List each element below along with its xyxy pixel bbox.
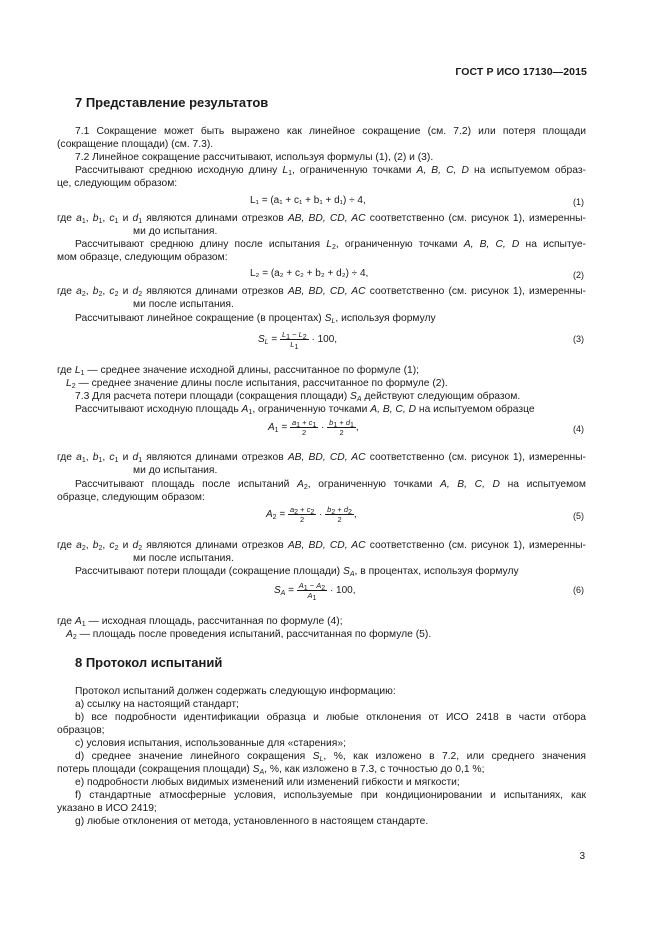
- para-avg-length-after-line-1: Рассчитывают среднюю длину после испытания $L_2$, ограниченную точками A, B, C, D на испытуе-: [75, 239, 586, 251]
- page-number: 3: [579, 851, 585, 862]
- where-4-line-1: где $a_1$, $b_1$, $c_1$ и $d_1$ являются длинами отрезков AB, BD, CD, AC соответственно (см. рисунок 1), измеренны-: [57, 452, 586, 464]
- report-item-e: e) подробности любых видимых изменений или изменений гибкости и мягкости;: [75, 777, 460, 788]
- where-3-line-1: где $L_1$ — среднее значение исходной длины, рассчитанное по формуле (1);: [57, 365, 420, 377]
- report-intro: Протокол испытаний должен содержать следующую информацию:: [75, 686, 396, 697]
- equation-6-number: (6): [573, 585, 584, 595]
- where-1-line-1: где $a_1$, $b_1$, $c_1$ и $d_1$ являются длинами отрезков AB, BD, CD, AC соответственно (см. рисунок 1), измеренны-: [57, 213, 586, 225]
- where-5-line-2: ми после испытания.: [133, 553, 234, 564]
- where-3-line-2: $L_2$ — среднее значение длины после испытания, рассчитанное по формуле (2).: [66, 378, 448, 390]
- equation-5-fraction-1: $\frac{a_2 + c_2}{2}$: [289, 505, 315, 524]
- report-item-f-line-2: указано в ИСО 2419;: [57, 803, 157, 814]
- report-item-b-line-1: b) все подробности идентификации образца и любые отклонения от ИСО 2418 в части отбора: [75, 712, 586, 723]
- equation-4: $A_1$ = $\frac{a_1 + c_1}{2}$ · $\frac{b_1 + d_1}{2}$ ,: [268, 418, 359, 437]
- section-8-title: 8 Протокол испытаний: [75, 655, 223, 670]
- para-area-after-line-1: Рассчитывают площадь после испытаний $A_2$, ограниченную точками A, B, C, D на испытуемом: [75, 479, 586, 491]
- equation-3-number: (3): [573, 334, 584, 344]
- equation-4-fraction-2: $\frac{b_1 + d_1}{2}$: [329, 418, 354, 437]
- where-2-line-2: ми после испытания.: [133, 299, 234, 310]
- equation-6: $S_A$ = $\frac{A_1 - A_2}{A_1}$ · 100,: [274, 581, 356, 602]
- report-item-g: g) любые отклонения от метода, установленного в настоящем стандарте.: [75, 816, 429, 827]
- para-initial-area: Рассчитывают исходную площадь $A_1$, ограниченную точками A, B, C, D на испытуемом образце: [75, 404, 535, 416]
- equation-6-fraction: $\frac{A_1 - A_2}{A_1}$: [298, 581, 326, 602]
- para-area-loss: Рассчитывают потери площади (сокращение площади) $S_A$, в процентах, используя формулу: [75, 566, 519, 578]
- document-code: ГОСТ Р ИСО 17130—2015: [455, 66, 587, 78]
- para-avg-length-line-2: це, следующим образом:: [57, 178, 178, 189]
- equation-5-number: (5): [573, 511, 584, 521]
- where-5-line-1: где $a_2$, $b_2$, $c_2$ и $d_2$ являются длинами отрезков AB, BD, CD, AC соответственно (см. рисунок 1), измеренны-: [57, 540, 586, 552]
- equation-5-fraction-2: $\frac{b_2 + d_2}{2}$: [327, 505, 352, 524]
- para-7-2: 7.2 Линейное сокращение рассчитывают, используя формулы (1), (2) и (3).: [75, 152, 434, 163]
- section-7-title: 7 Представление результатов: [75, 95, 269, 110]
- equation-1-number: (1): [573, 197, 584, 207]
- para-avg-length-after-line-2: мом образце, следующим образом:: [57, 252, 228, 263]
- equation-5: $A_2$ = $\frac{a_2 + c_2}{2}$ · $\frac{b_2 + d_2}{2}$ ,: [266, 505, 357, 524]
- report-item-a: a) ссылку на настоящий стандарт;: [75, 699, 239, 710]
- equation-2-number: (2): [573, 270, 584, 280]
- equation-1: L₁ = (a₁ + c₁ + b₁ + d₁) ÷ 4,: [250, 195, 366, 206]
- where-2-line-1: где $a_2$, $b_2$, $c_2$ и $d_2$ являются длинами отрезков AB, BD, CD, AC соответственно (см. рисунок 1), измеренны-: [57, 286, 586, 298]
- where-6-line-2: $A_2$ — площадь после проведения испытаний, рассчитанная по формуле (5).: [66, 629, 432, 641]
- para-7-3: 7.3 Для расчета потери площади (сокращения площади) $S_A$ действуют следующим образом.: [75, 391, 521, 403]
- para-avg-length-line-1: Рассчитывают среднюю исходную длину $L_1$, ограниченную точками A, B, C, D на испытуемом образ-: [75, 165, 586, 177]
- equation-3: $S_L$ = $\frac{L_1 - L_2}{L_1}$ · 100,: [258, 330, 338, 351]
- para-7-1-line-1: 7.1 Сокращение может быть выражено как линейное сокращение (см. 7.2) или потеря площади: [75, 126, 586, 137]
- report-item-b-line-2: образцов;: [57, 725, 105, 736]
- para-area-after-line-2: образце, следующим образом:: [57, 492, 205, 503]
- report-item-f-line-1: f) стандартные атмосферные условия, используемые при кондиционировании и испытаниях, как: [75, 790, 587, 801]
- equation-3-fraction: $\frac{L_1 - L_2}{L_1}$: [281, 330, 307, 351]
- para-linear-shrinkage: Рассчитывают линейное сокращение (в процентах) $S_L$, используя формулу: [75, 313, 436, 325]
- where-4-line-2: ми до испытания.: [133, 465, 218, 476]
- report-item-c: c) условия испытания, использованные для «старения»;: [75, 738, 346, 749]
- para-7-1-line-2: (сокращение площади) (см. 7.3).: [57, 139, 214, 150]
- equation-4-fraction-1: $\frac{a_1 + c_1}{2}$: [291, 418, 317, 437]
- report-item-d-line-1: d) среднее значение линейного сокращения $S_L$, %, как изложено в 7.2, или среднего значения: [75, 751, 586, 763]
- where-1-line-2: ми до испытания.: [133, 226, 218, 237]
- where-6-line-1: где $A_1$ — исходная площадь, рассчитанная по формуле (4);: [57, 616, 343, 628]
- equation-2: L₂ = (a₂ + c₂ + b₂ + d₂) ÷ 4,: [250, 268, 369, 279]
- equation-4-number: (4): [573, 424, 584, 434]
- report-item-d-line-2: потерь площади (сокращения площади) $S_A$, %, как изложено в 7.3, с точностью до 0,1 %;: [57, 764, 485, 776]
